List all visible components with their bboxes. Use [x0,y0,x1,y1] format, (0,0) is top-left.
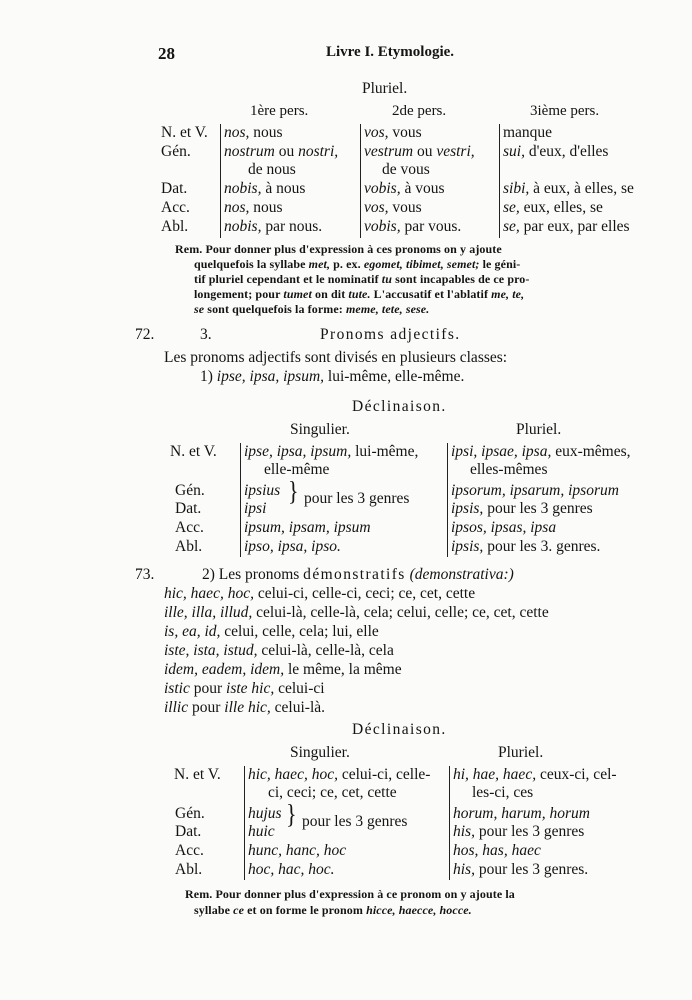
cell-third-person: manque [503,124,553,141]
cell-plural: his, pour les 3 genres. [453,861,589,878]
cell-singular: hic, haec, hoc, celui-ci, celle- [248,766,431,783]
remark-line: Rem. Pour donner plus d'expression à ce pronom on y ajoute la [185,887,515,901]
column-rule [240,443,241,557]
cell-second-person: vestrum ou vestri, [364,143,475,160]
section-number: 72. [135,326,155,343]
case-label: Dat. [175,500,202,517]
case-label: Abl. [175,538,203,555]
column-rule [499,124,500,238]
section-title: Pronoms adjectifs. [320,326,461,343]
genres-note: pour les 3 genres [304,490,410,507]
cell-second-person-cont: de vous [382,161,430,178]
case-label: Gén. [161,143,191,160]
column-header-1: 1ère pers. [250,103,309,119]
section-title: 2) Les pronoms démonstratifs (demonstrativa:) [202,566,514,583]
column-rule [244,766,245,880]
case-label: Dat. [161,180,188,197]
cell-first-person: nos, nous [224,124,283,141]
cell-plural: ipsos, ipsas, ipsa [451,519,557,536]
column-header-3: 3ième pers. [530,103,600,119]
cell-plural: hi, hae, haec, ceux-ci, cel- [453,766,617,783]
cell-plural: horum, harum, horum [453,805,590,822]
cell-singular: ipse, ipsa, ipsum, lui-même, [244,443,419,460]
list-item: iste, ista, istud, celui-là, celle-là, cela [164,642,394,659]
brace-icon: } [286,798,297,830]
cell-plural: hos, has, haec [453,842,541,859]
cell-second-person: vobis, à vous [364,180,445,197]
case-label: Gén. [175,482,205,499]
paragraph-line: Les pronoms adjectifs sont divisés en plusieurs classes: [164,349,508,366]
genres-note: pour les 3 genres [302,813,408,830]
remark-line: syllabe ce et on forme le pronom hicce, haecce, hocce. [194,903,472,917]
cell-plural-cont: les-ci, ces [472,784,534,801]
remark-line: tif pluriel cependant et le nominatif tu sont incapables de ce pro- [194,272,530,286]
brace-icon: } [288,475,299,507]
cell-third-person: sui, d'eux, d'elles [503,143,609,160]
case-label: Abl. [161,218,189,235]
cell-third-person: se, eux, elles, se [503,199,603,216]
cell-plural: ipsi, ipsae, ipsa, eux-mêmes, [451,443,631,460]
running-title: Livre I. Etymologie. [326,44,455,60]
cell-second-person: vos, vous [364,124,422,141]
cell-plural: ipsis, pour les 3. genres. [451,538,601,555]
plural-label: Pluriel. [516,421,562,438]
cell-third-person: sibi, à eux, à elles, se [503,180,634,197]
singular-label: Singulier. [290,421,350,438]
declension-title: Déclinaison. [352,398,447,415]
cell-first-person: nobis, à nous [224,180,306,197]
column-rule [449,766,450,880]
cell-singular-cont: elle-même [264,461,330,478]
cell-plural: ipsorum, ipsarum, ipsorum [451,482,619,499]
cell-singular: hujus [248,805,282,822]
case-label: N. et V. [174,766,221,783]
section-number: 73. [135,566,155,583]
table-heading: Pluriel. [362,80,408,97]
list-item: istic pour iste hic, celui-ci [164,680,325,697]
page-number: 28 [158,44,175,63]
cell-plural-cont: elles-mêmes [470,461,548,478]
subsection-number: 3. [200,326,212,343]
cell-singular: ipsi [244,500,267,517]
cell-singular: ipsum, ipsam, ipsum [244,519,371,536]
cell-singular: ipsius [244,482,281,499]
column-rule [447,443,448,557]
cell-singular-cont: ci, ceci; ce, cet, cette [268,784,397,801]
list-item: hic, haec, hoc, celui-ci, celle-ci, ceci; ce, cet, cette [164,585,476,602]
cell-first-person-cont: de nous [248,161,296,178]
paragraph-line: 1) ipse, ipsa, ipsum, lui-même, elle-même. [200,368,465,385]
cell-plural: ipsis, pour les 3 genres [451,500,593,517]
case-label: N. et V. [170,443,217,460]
case-label: Abl. [175,861,203,878]
case-label: Acc. [175,842,204,859]
column-header-2: 2de pers. [392,103,447,119]
cell-second-person: vobis, par vous. [364,218,462,235]
column-rule [220,124,221,238]
remark-line: quelquefois la syllabe met, p. ex. egomet, tibimet, semet; le géni- [194,257,521,271]
case-label: Gén. [175,805,205,822]
plural-label: Pluriel. [498,744,544,761]
column-rule [360,124,361,238]
cell-second-person: vos, vous [364,199,422,216]
list-item: is, ea, id, celui, celle, cela; lui, elle [164,623,379,640]
declension-title: Déclinaison. [352,721,447,738]
cell-first-person: nobis, par nous. [224,218,323,235]
case-label: Acc. [161,199,190,216]
cell-singular: huic [248,823,275,840]
case-label: Dat. [175,823,202,840]
list-item: illic pour ille hic, celui-là. [164,699,326,716]
cell-plural: his, pour les 3 genres [453,823,585,840]
list-item: ille, illa, illud, celui-là, celle-là, cela; celui, celle; ce, cet, cette [164,604,549,621]
case-label: Acc. [175,519,204,536]
cell-singular: hunc, hanc, hoc [248,842,347,859]
singular-label: Singulier. [290,744,350,761]
remark-line: longement; pour tumet on dit tute. L'accusatif et l'ablatif me, te, [194,287,525,301]
remark-line: Rem. Pour donner plus d'expression à ces pronoms on y ajoute [175,242,502,256]
list-item: idem, eadem, idem, le même, la même [164,661,402,678]
cell-first-person: nostrum ou nostri, [224,143,339,160]
cell-third-person: se, par eux, par elles [503,218,630,235]
remark-line: se sont quelquefois la forme: meme, tete, sese. [194,302,430,316]
case-label: N. et V. [161,124,208,141]
cell-first-person: nos, nous [224,199,283,216]
cell-singular: hoc, hac, hoc. [248,861,335,878]
cell-singular: ipso, ipsa, ipso. [244,538,341,555]
